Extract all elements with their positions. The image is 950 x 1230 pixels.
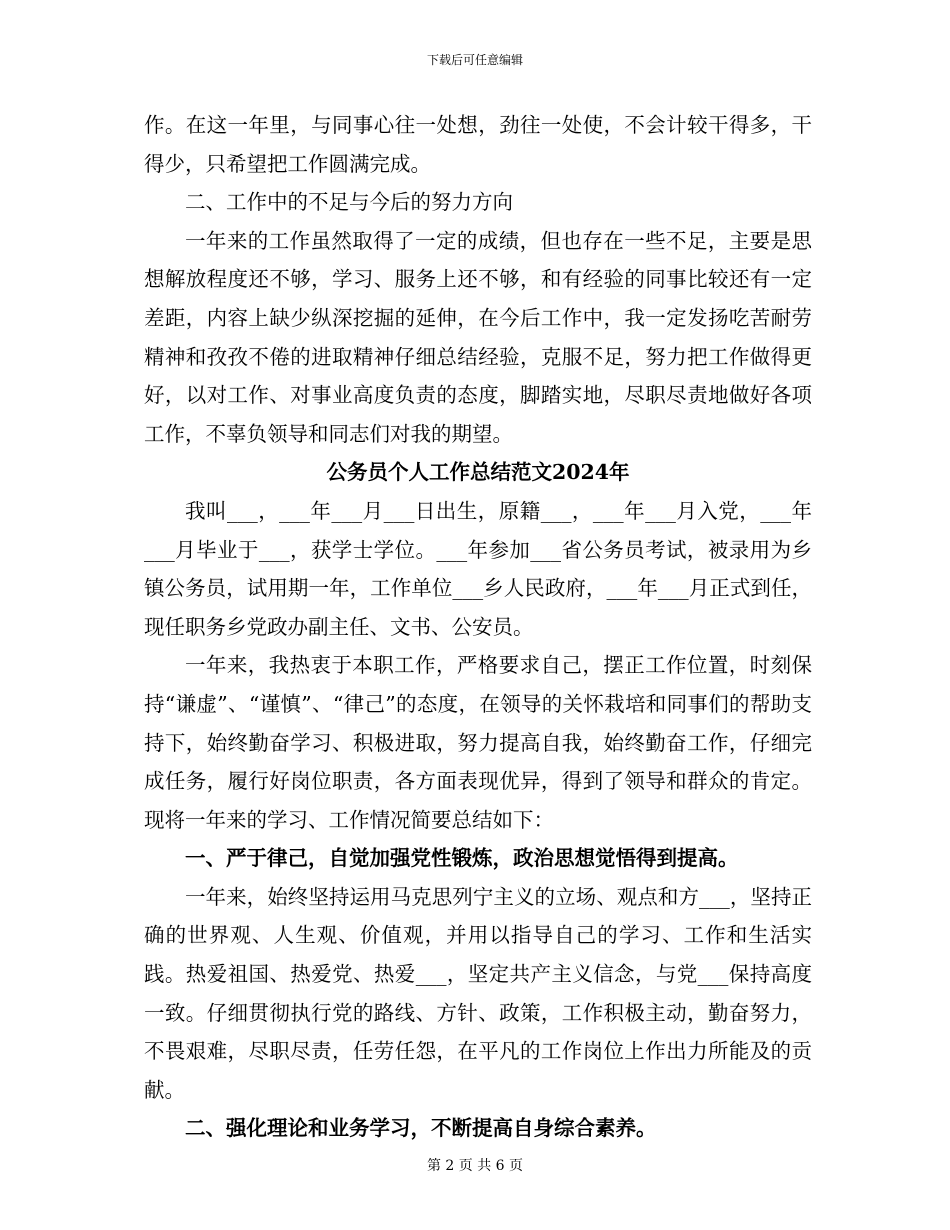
paragraph-continuation: 作。在这一年里，与同事心往一处想，劲往一处使，不会计较干得多，干得少，只希望把工作圆满完成。 [144,113,812,176]
page-header: 下载后可任意编辑 [426,53,523,67]
paragraph-overview: 一年来，我热衷于本职工作，严格要求自己，摆正工作位置，时刻保持“谦虚”、“谨慎”、“律己”的态度，在领导的关怀栽培和同事们的帮助支持下，始终勤奋学习、积极进取，努力提高自我，始终勤奋工作，仔细完成任务，履行好岗位职责，各方面表现优异，得到了领导和群众的肯定。现将一年来的学习、工作情况简要总结如下： [144,653,812,832]
paragraph-shortcomings: 一年来的工作虽然取得了一定的成绩，但也存在一些不足，主要是思想解放程度还不够，学习、服务上还不够，和有经验的同事比较还有一定差距，内容上缺少纵深挖掘的延伸，在今后工作中，我一定发扬吃苦耐劳精神和孜孜不倦的进取精神仔细总结经验，克服不足，努力把工作做得更好，以对工作、对事业高度负责的态度，脚踏实地，尽职尽责地做好各项工作，不辜负领导和同志们对我的期望。 [144,228,812,446]
section-heading-discipline: 一、严于律己，自觉加强党性锻炼，政治思想觉悟得到提高。 [185,846,739,871]
section-heading-shortcomings: 二、工作中的不足与今后的努力方向 [185,190,513,215]
page-number: 第 2 页 共 6 页 [426,1158,524,1174]
paragraph-introduction: 我叫___，___年___月___日出生，原籍___，___年___月入党，___年___月毕业于___，获学士学位。___年参加___省公务员考试，被录用为乡镇公务员，试用期一年，工作单位___乡人民政府，___年___月正式到任，现任职务乡党政办副主任、文书、公安员。 [144,498,812,639]
paragraph-political-thought: 一年来，始终坚持运用马克思列宁主义的立场、观点和方___，坚持正确的世界观、人生观、价值观，并用以指导自己的学习、工作和生活实践。热爱祖国、热爱党、热爱___，坚定共产主义信念，与党___保持高度一致。仔细贯彻执行党的路线、方针、政策，工作积极主动，勤奋努力，不畏艰难，尽职尽责，任劳任怨，在平凡的工作岗位上作出力所能及的贡献。 [144,884,812,1102]
section-heading-study: 二、强化理论和业务学习，不断提高自身综合素养。 [185,1116,657,1141]
document-body [144,106,812,1148]
document-title: 公务员个人工作总结范文2024年 [326,460,630,485]
